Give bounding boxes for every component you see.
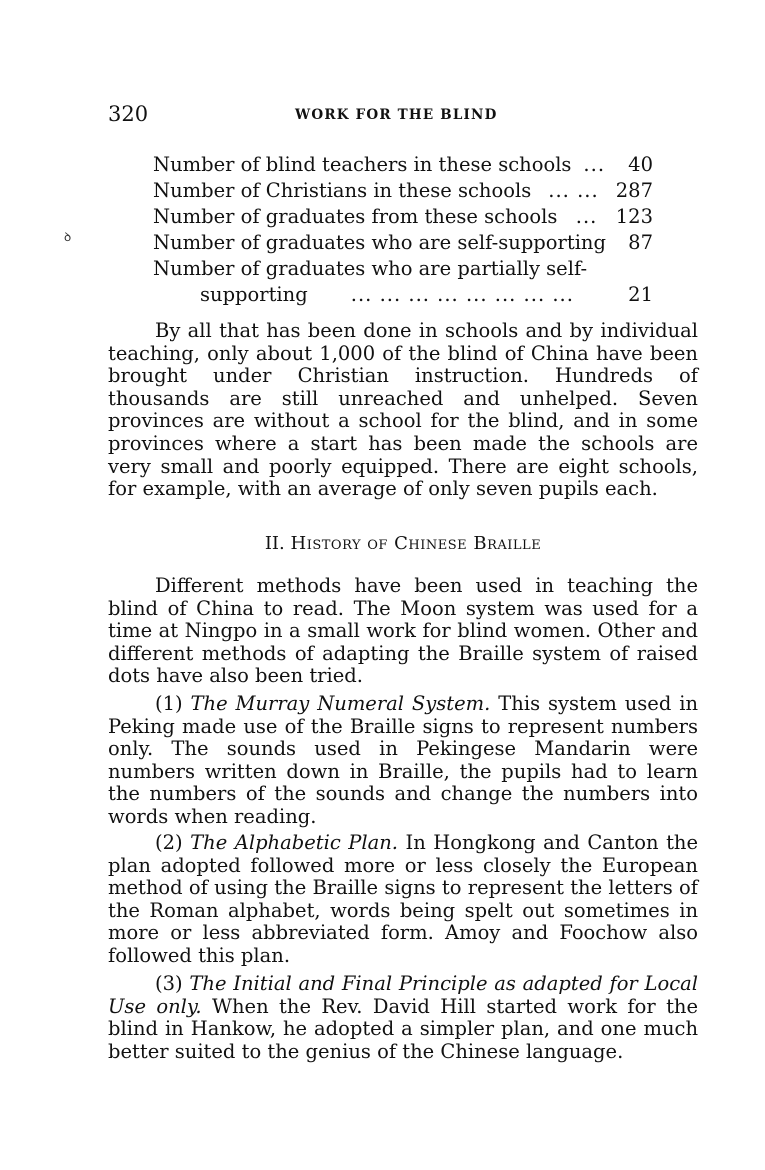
stat-leader: ... ...: [548, 179, 599, 202]
stat-row: [153, 230, 653, 256]
stat-value: 87: [628, 231, 653, 254]
section-numeral: II.: [264, 533, 285, 554]
paragraph-alphabetic-plan: [108, 832, 698, 968]
item-text: This system used in Peking made use of the Braille signs to represent numbers only. The sounds used in Pekingese Mandarin were numbers written down in Braille, the pupils had to learn the numbers of the sounds and change the numbers into words when reading.: [108, 692, 699, 828]
stat-label: Number of graduates who are partially self-: [153, 257, 588, 280]
margin-mark: ꝺ: [64, 230, 72, 244]
item-text: In Hongkong and Canton the plan adopted followed more or less closely the European method of using the Braille signs to represent the letters of the Roman alphabet, words being spelt out sometimes in more or less abbreviated form. Amoy and Foochow also followed this plan.: [108, 831, 699, 967]
stat-row: [153, 256, 653, 282]
item-title: The Alphabetic Plan.: [190, 831, 398, 854]
stat-value: 287: [615, 179, 653, 202]
stat-value: 21: [628, 283, 653, 306]
paragraph-methods: Different methods have been used in teaching the blind of China to read. The Moon system was used for a time at Ningpo in a small work for blind women. Other and different methods of adapting the Braille system of raised dots have also been tried.: [108, 574, 698, 688]
section-heading: [108, 533, 698, 554]
stat-row: [153, 152, 653, 178]
statistics-list: [153, 152, 653, 308]
item-title: The Initial and Final Principle as adapted for Local Use only.: [108, 972, 698, 1018]
item-number: (1): [155, 692, 183, 715]
stat-row: [153, 178, 653, 204]
page-header: [108, 102, 698, 130]
stat-value: 40: [628, 153, 653, 176]
stat-leader: ... ... ... ... ... ... ... ...: [350, 283, 574, 306]
item-number: (3): [155, 972, 183, 995]
page-number: 320: [108, 102, 149, 126]
stat-leader: ...: [583, 153, 606, 176]
stat-label: Number of graduates from these schools: [153, 205, 558, 228]
stat-row: [153, 204, 653, 230]
paragraph-murray-system: [108, 693, 698, 829]
item-title: The Murray Numeral System.: [190, 692, 491, 715]
stat-label: supporting: [200, 283, 308, 306]
stat-label: Number of blind teachers in these schools: [153, 153, 572, 176]
section-title: History of Chinese Braille: [290, 533, 542, 554]
running-head: WORK FOR THE BLIND: [295, 107, 498, 123]
paragraph-initial-final: [108, 973, 698, 1063]
item-number: (2): [155, 831, 183, 854]
paragraph-unreached: By all that has been done in schools and by individual teaching, only about 1,000 of the blind of China have been brought under Christian instruction. Hundreds of thousands are still unreached and unhelped. Seven provinces are without a school for the blind, and in some provinces where a start has been made the schools are very small and poorly equipped. There are eight schools, for example, with an average of only seven pupils each.: [108, 319, 698, 501]
stat-row-continuation: [153, 282, 653, 308]
item-text: When the Rev. David Hill started work for the blind in Hankow, he adopted a simpler plan, and one much better suited to the genius of the Chinese language.: [108, 994, 699, 1063]
stat-label: Number of graduates who are self-supporting: [153, 231, 606, 254]
stat-leader: ...: [575, 205, 598, 228]
stat-label: Number of Christians in these schools: [153, 179, 532, 202]
stat-value: 123: [615, 205, 653, 228]
